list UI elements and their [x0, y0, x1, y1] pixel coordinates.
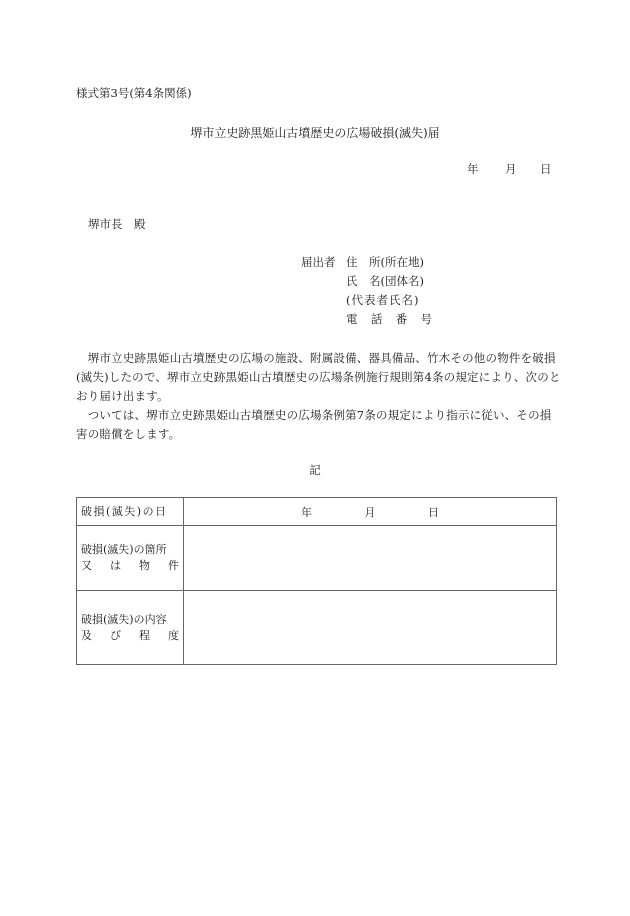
- applicant-representative: (代表者氏名): [346, 293, 420, 307]
- applicant-label: 届出者: [301, 255, 336, 269]
- applicant-address: 住 所(所在地): [346, 255, 424, 269]
- addressee: 堺市長 殿: [88, 217, 146, 231]
- form-number: 様式第3号(第4条関係): [76, 86, 192, 100]
- damage-content-field[interactable]: [184, 591, 557, 665]
- ki-heading: 記: [309, 463, 321, 477]
- body-paragraph: ついては、堺市立史跡黒姫山古墳歴史の広場条例第7条の規定により指示に従い、その損害の賠償をします。: [76, 408, 552, 441]
- applicant-block: [301, 253, 432, 329]
- table-row: [77, 498, 557, 526]
- table-row: [77, 591, 557, 665]
- damage-content-label: 破損(滅失)の内容 及 び 程 度: [77, 591, 184, 665]
- body-text: [76, 349, 562, 444]
- applicant-phone: 電 話 番 号: [346, 312, 432, 326]
- damage-date-field[interactable]: 年 月 日: [184, 498, 557, 526]
- damage-date-label: 破損(滅失)の日: [77, 498, 184, 526]
- date-month: 月: [505, 162, 517, 176]
- applicant-name: 氏 名(団体名): [346, 274, 424, 288]
- body-paragraph: 堺市立史跡黒姫山古墳歴史の広場の施設、附属設備、器具備品、竹木その他の物件を破損(滅失)したので、堺市立史跡黒姫山古墳歴史の広場条例施行規則第4条の規定により、次のとおり届け出ます。: [76, 351, 561, 403]
- damage-location-label: 破損(滅失)の箇所 又 は 物 件: [77, 526, 184, 591]
- date-year: 年: [467, 162, 479, 176]
- date-day: 日: [540, 162, 552, 176]
- document-title: 堺市立史跡黒姫山古墳歴史の広場破損(滅失)届: [190, 126, 440, 140]
- table-row: [77, 526, 557, 591]
- record-table: [76, 497, 557, 665]
- damage-location-field[interactable]: [184, 526, 557, 591]
